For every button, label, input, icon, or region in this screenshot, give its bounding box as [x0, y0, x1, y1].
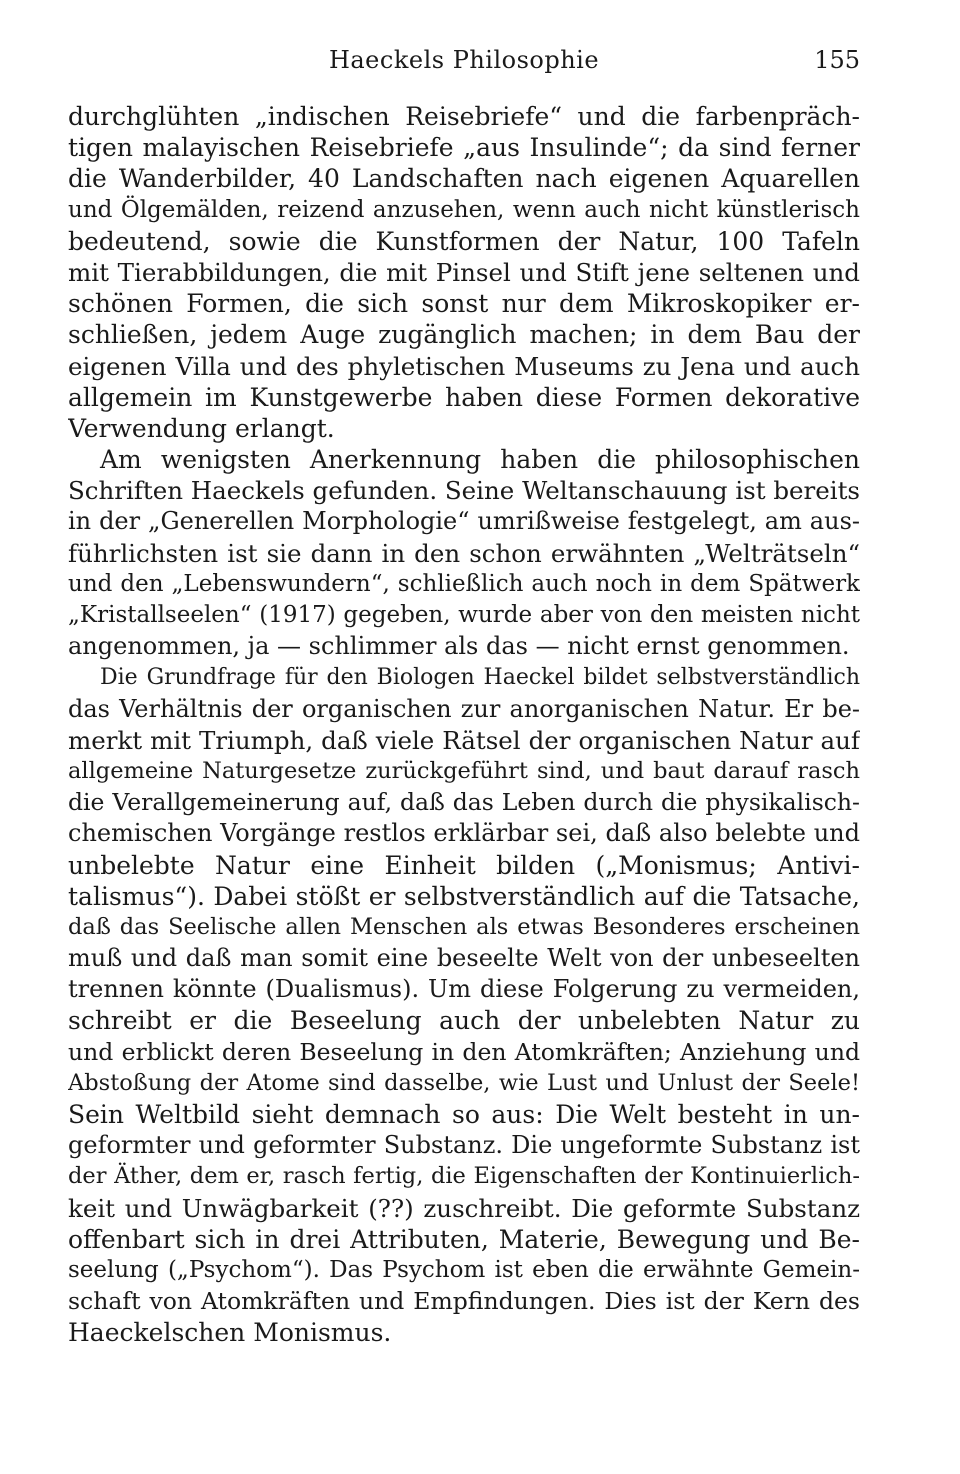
text-line: schließen, jedem Auge zugänglich machen; in dem Bau der: [68, 320, 860, 350]
text-line: führlichsten ist sie dann in den schon erwähnten „Welträtseln“: [68, 538, 860, 568]
text-line: allgemeine Naturgesetze zurückgeführt sind, und baut darauf rasch: [68, 757, 860, 784]
text-line: geformter und geformter Substanz. Die ungeformte Substanz ist: [68, 1131, 860, 1160]
text-line: bedeutend, sowie die Kunstformen der Natur, 100 Tafeln: [68, 226, 860, 256]
text-line: chemischen Vorgänge restlos erklärbar sei, daß also belebte und: [68, 819, 860, 848]
text-line: Haeckelschen Monismus.: [68, 1318, 392, 1348]
text-line: seelung („Psychom“). Das Psychom ist eben die erwähnte Gemein-: [68, 1256, 860, 1283]
text-line: Am wenigsten Anerkennung haben die philosophischen: [100, 445, 860, 475]
text-line: unbelebte Natur eine Einheit bilden („Monismus; Antivi-: [68, 850, 860, 880]
text-line: Die Grundfrage für den Biologen Haeckel bildet selbstverständlich: [100, 665, 860, 691]
text-line: eigenen Villa und des phyletischen Museums zu Jena und auch: [68, 351, 860, 381]
paragraph-3: [68, 662, 860, 1348]
text-line: keit und Unwägbarkeit (??) zuschreibt. Die geformte Substanz: [68, 1193, 860, 1223]
paragraph-2: [68, 444, 860, 662]
text-line: und erblickt deren Beseelung in den Atomkräften; Anziehung und: [68, 1037, 860, 1066]
paragraph-1: [68, 101, 860, 444]
text-line: daß das Seelische allen Menschen als etwas Besonderes erscheinen: [68, 913, 860, 940]
text-line: muß und daß man somit eine beseelte Welt von der unbeseelten: [68, 944, 860, 973]
text-line: und Ölgemälden, reizend anzusehen, wenn auch nicht künstlerisch: [68, 196, 860, 223]
text-line: angenommen, ja — schlimmer als das — nicht ernst genommen.: [68, 632, 850, 661]
text-line: das Verhältnis der organischen zur anorganischen Natur. Er be-: [68, 694, 860, 723]
text-line: merkt mit Triumph, daß viele Rätsel der organischen Natur auf: [68, 725, 860, 755]
text-line: schaft von Atomkräften und Empfindungen. Dies ist der Kern des: [68, 1287, 860, 1316]
running-head: [68, 42, 860, 78]
text-line: talismus“). Dabei stößt er selbstverständlich auf die Tatsache,: [68, 881, 860, 911]
text-line: tigen malayischen Reisebriefe „aus Insulinde“; da sind ferner: [68, 133, 860, 163]
text-line: der Äther, dem er, rasch fertig, die Eigenschaften der Kontinuierlich-: [68, 1163, 860, 1190]
text-line: Abstoßung der Atome sind dasselbe, wie Lust und Unlust der Seele!: [68, 1069, 860, 1096]
text-line: allgemein im Kunstgewerbe haben diese Formen dekorative: [68, 382, 860, 412]
running-title: Haeckels Philosophie: [328, 46, 600, 74]
text-line: die Wanderbilder, 40 Landschaften nach eigenen Aquarellen: [68, 164, 860, 194]
text-line: durchglühten „indischen Reisebriefe“ und die farbenpräch-: [68, 102, 860, 131]
body-text: [68, 101, 860, 1349]
text-line: offenbart sich in drei Attributen, Materie, Bewegung und Be-: [68, 1224, 860, 1254]
page-number: 155: [814, 46, 860, 74]
text-line: Verwendung erlangt.: [68, 413, 335, 443]
text-line: und den „Lebenswundern“, schließlich auch noch in dem Spätwerk: [68, 570, 860, 597]
text-line: in der „Generellen Morphologie“ umrißweise festgelegt, am aus-: [68, 507, 860, 536]
text-line: schreibt er die Beseelung auch der unbelebten Natur zu: [68, 1006, 860, 1036]
text-line: schönen Formen, die sich sonst nur dem Mikroskopiker er-: [68, 289, 860, 319]
text-line: „Kristallseelen“ (1917) gegeben, wurde aber von den meisten nicht: [68, 602, 860, 628]
text-line: die Verallgemeinerung auf, daß das Leben durch die physikalisch-: [68, 788, 860, 817]
text-line: Schriften Haeckels gefunden. Seine Weltanschauung ist bereits: [68, 476, 860, 506]
text-line: Sein Weltbild sieht demnach so aus: Die Welt besteht in un-: [68, 1100, 860, 1129]
text-line: mit Tierabbildungen, die mit Pinsel und Stift jene seltenen und: [68, 257, 860, 287]
text-line: trennen könnte (Dualismus). Um diese Folgerung zu vermeiden,: [68, 975, 860, 1004]
